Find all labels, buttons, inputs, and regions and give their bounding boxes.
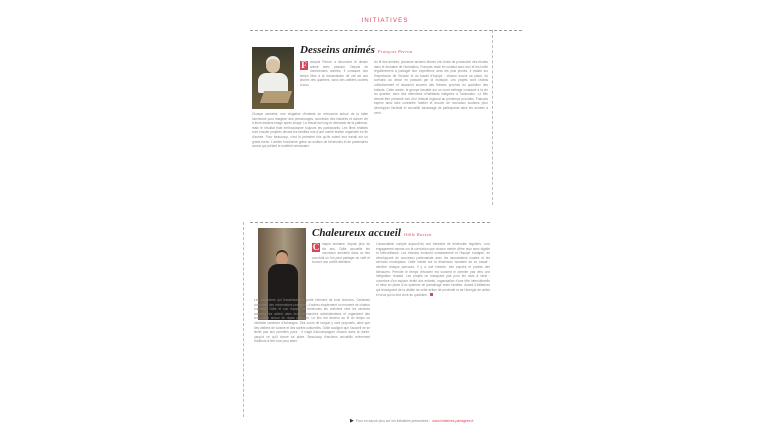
article-1-intro-text: rançois Perron a découvert le dessin animé avec passion. Depuis de nombreuses années, il consacre son temps libre à la transmission de cet art aux jeunes des quartiers, dans des ateliers ouverts à tous. bbox=[300, 60, 368, 87]
article-1-author: François Perron bbox=[377, 49, 413, 54]
footer-text: Pour en savoir plus sur les initiatives présentées : bbox=[355, 419, 431, 423]
article-1-title: Desseins animés bbox=[300, 44, 375, 56]
footer-link[interactable]: www.initiatives-partagees.fr bbox=[432, 419, 474, 423]
section-header: INITIATIVES bbox=[361, 18, 409, 24]
article-1-photo bbox=[252, 47, 294, 109]
article-1-dropcap: F bbox=[301, 60, 307, 70]
top-divider bbox=[250, 30, 522, 31]
end-mark-icon bbox=[430, 293, 433, 296]
article-2-column-1: Les personnes qui franchissent la porte viennent de tous horizons. Certaines cherchent des informations pratiques, d'autres simplement un moment de chaleur humaine. Odile et son équipe de bénévoles les orientent vers les services adaptés, les aident dans leurs démarches administratives et organisent des rencontres autour de repas partagés. Le lieu est devenu au fil du temps un véritable carrefour d'échanges. Des cours de langue y sont proposés, ainsi que des ateliers de cuisine et des sorties culturelles. Odile souligne que l'accueil ne se limite pas aux premiers jours : il s'agit d'accompagner chacun dans la durée, jusqu'à ce qu'il trouve sa place. Beaucoup d'anciens accueillis reviennent d'ailleurs à leur tour pour aider. bbox=[254, 298, 370, 344]
article-2-title: Chaleureux accueil bbox=[312, 227, 401, 239]
article-1-column-2: Au fil des années, plusieurs anciens élèves ont choisi de poursuivre des études dans le domaine de l'animation. François reste en contact avec eux et les invite régulièrement à partager leur expérience avec les plus jeunes. Il insiste sur l'importance de l'écoute et du travail d'équipe : chacun trouve sa place, du scénario au décor en passant par la musique. Les projets sont choisis collectivement et abordent souvent des thèmes proches du quotidien des enfants. Cette année, le groupe travaille sur un court métrage consacré à la vie du quartier, avec des interviews d'habitants intégrées à l'animation. Le film devrait être présenté lors d'un festival régional au printemps prochain. François espère ainsi faire connaître l'atelier et trouver de nouveaux soutiens pour développer l'activité et accueillir davantage de participants dans les années à venir. bbox=[374, 60, 488, 115]
arrow-right-icon: ▶ bbox=[350, 418, 354, 424]
article-2-column-2-text: L'association compte aujourd'hui une trentaine de bénévoles réguliers. Leur engagement repose sur la conviction que chacun mérite d'être reçu avec dignité et bienveillance. Les besoins évoluent constamment et l'équipe s'adapte, en développant de nouveaux partenariats avec les associations locales et les services municipaux. Odile insiste sur la dimension humaine de ce travail : derrière chaque parcours, il y a une histoire, des espoirs et parfois des blessures. Prendre le temps d'écouter est souvent le premier pas vers une intégration réussie. Les projets ne manquent pas pour les mois à venir : ouverture d'un espace dédié aux enfants, organisation d'une fête interculturelle et mise en place d'un système de parrainage entre familles. Autant d'initiatives qui témoignent de la vitalité de cette action de proximité et de l'énergie de celles et ceux qui la font vivre au quotidien. bbox=[376, 242, 490, 297]
article-2-author: Odile Karsen bbox=[403, 232, 432, 237]
article-2-intro bbox=[312, 242, 370, 298]
article-2-column-2 bbox=[376, 242, 490, 406]
magazine-page bbox=[240, 0, 530, 432]
article-divider bbox=[250, 222, 490, 223]
article-1-title-block bbox=[300, 44, 412, 56]
right-divider bbox=[492, 30, 493, 205]
article-1-intro bbox=[300, 60, 368, 112]
left-divider bbox=[243, 222, 244, 417]
article-2-intro-text: haque semaine, depuis plus de dix ans, Odile accueille les nouveaux arrivants dans un lieu convivial où l'on peut partager un café et trouver une oreille attentive. bbox=[312, 242, 370, 265]
page-footer bbox=[350, 418, 474, 424]
article-2-dropcap: C bbox=[312, 242, 320, 252]
article-1-column-1: Chaque semaine, une vingtaine d'enfants se retrouvent autour de la table lumineuse pour imaginer des personnages, construire des histoires et donner vie à leurs dessins image après image. Le travail est long et demande de la patience, mais le résultat final enthousiasme toujours les participants. Les films réalisés sont ensuite projetés devant les familles lors d'une soirée festive organisée en fin d'année. Pour beaucoup, c'est la première fois qu'ils voient leur travail sur un grand écran. L'atelier fonctionne grâce au soutien de bénévoles et de partenaires locaux qui prêtent le matériel nécessaire. bbox=[252, 112, 368, 149]
article-2-title-block bbox=[312, 227, 432, 239]
